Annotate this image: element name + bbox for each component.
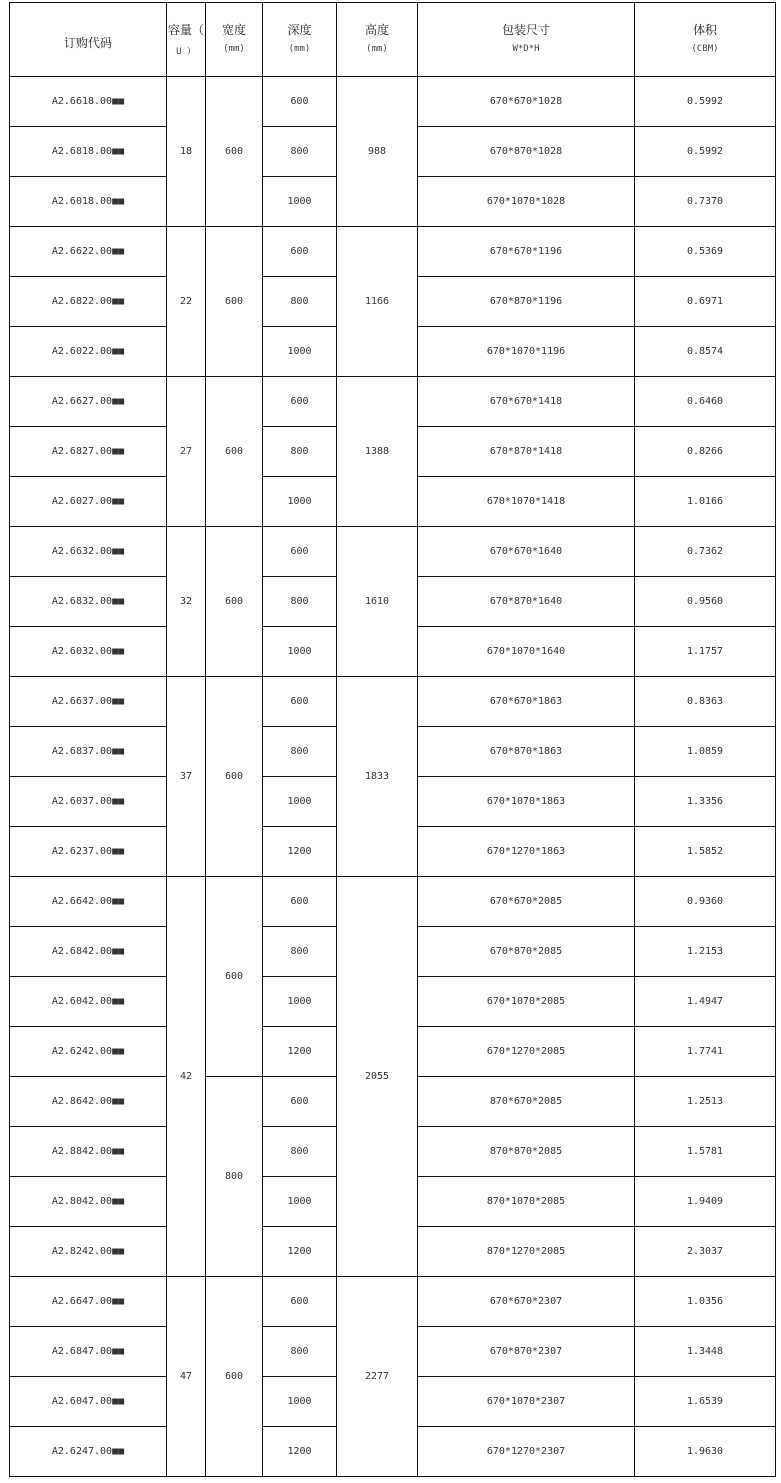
order-code-cell: A2.6822.00■■	[10, 277, 167, 327]
order-code-cell: A2.6647.00■■	[10, 1277, 167, 1327]
header-height-label: 高度	[364, 23, 389, 37]
header-height-unit: (mm)	[366, 44, 388, 54]
capacity-cell: 47	[167, 1277, 206, 1477]
depth-cell: 800	[263, 427, 337, 477]
order-code-cell: A2.6047.00■■	[10, 1377, 167, 1427]
package-size-cell: 670*870*1640	[418, 577, 635, 627]
height-cell: 1388	[337, 377, 418, 527]
package-size-cell: 670*1270*1863	[418, 827, 635, 877]
capacity-cell: 27	[167, 377, 206, 527]
depth-cell: 800	[263, 277, 337, 327]
package-size-cell: 670*870*2307	[418, 1327, 635, 1377]
height-cell: 2055	[337, 877, 418, 1277]
depth-cell: 1000	[263, 477, 337, 527]
depth-cell: 600	[263, 1277, 337, 1327]
header-volume-unit: (CBM)	[691, 44, 719, 54]
order-code-cell: A2.6042.00■■	[10, 977, 167, 1027]
table-row	[10, 77, 776, 127]
depth-cell: 1000	[263, 1377, 337, 1427]
volume-cell: 0.8363	[635, 677, 776, 727]
volume-cell: 0.9360	[635, 877, 776, 927]
volume-cell: 0.6460	[635, 377, 776, 427]
depth-cell: 1000	[263, 627, 337, 677]
order-code-cell: A2.6827.00■■	[10, 427, 167, 477]
table-row	[10, 527, 776, 577]
header-depth-unit: (mm)	[288, 44, 311, 54]
height-cell: 988	[337, 77, 418, 227]
depth-cell: 1200	[263, 827, 337, 877]
header-package-size-label: 包装尺寸	[501, 23, 550, 37]
volume-cell: 1.2153	[635, 927, 776, 977]
header-capacity-label: 容量（	[167, 23, 204, 37]
depth-cell: 800	[263, 1327, 337, 1377]
header-volume	[635, 3, 776, 77]
header-height	[337, 3, 418, 77]
package-size-cell: 670*1070*1418	[418, 477, 635, 527]
order-code-cell: A2.6032.00■■	[10, 627, 167, 677]
order-code-cell: A2.6247.00■■	[10, 1427, 167, 1477]
capacity-cell: 32	[167, 527, 206, 677]
width-cell: 600	[206, 227, 263, 377]
volume-cell: 0.6971	[635, 277, 776, 327]
order-code-cell: A2.8642.00■■	[10, 1077, 167, 1127]
package-size-cell: 670*670*2085	[418, 877, 635, 927]
order-code-cell: A2.6632.00■■	[10, 527, 167, 577]
depth-cell: 1000	[263, 777, 337, 827]
width-cell: 600	[206, 1277, 263, 1477]
order-code-cell: A2.6018.00■■	[10, 177, 167, 227]
order-code-cell: A2.6832.00■■	[10, 577, 167, 627]
volume-cell: 0.9560	[635, 577, 776, 627]
package-size-cell: 670*1270*2307	[418, 1427, 635, 1477]
header-row	[10, 3, 776, 77]
depth-cell: 1000	[263, 1177, 337, 1227]
package-size-cell: 670*670*2307	[418, 1277, 635, 1327]
package-size-cell: 670*1070*2307	[418, 1377, 635, 1427]
header-width-label: 宽度	[221, 23, 246, 37]
depth-cell: 1000	[263, 977, 337, 1027]
table-row	[10, 677, 776, 727]
table-row	[10, 877, 776, 927]
product-spec-table	[9, 2, 776, 1477]
height-cell: 2277	[337, 1277, 418, 1477]
package-size-cell: 670*670*1418	[418, 377, 635, 427]
package-size-cell: 670*870*1418	[418, 427, 635, 477]
depth-cell: 600	[263, 677, 337, 727]
volume-cell: 1.2513	[635, 1077, 776, 1127]
depth-cell: 600	[263, 1077, 337, 1127]
package-size-cell: 670*670*1028	[418, 77, 635, 127]
order-code-cell: A2.6618.00■■	[10, 77, 167, 127]
depth-cell: 600	[263, 227, 337, 277]
depth-cell: 600	[263, 77, 337, 127]
width-cell: 600	[206, 877, 263, 1077]
table-body	[10, 77, 776, 1477]
package-size-cell: 670*1070*1196	[418, 327, 635, 377]
capacity-cell: 18	[167, 77, 206, 227]
depth-cell: 800	[263, 577, 337, 627]
order-code-cell: A2.6642.00■■	[10, 877, 167, 927]
volume-cell: 0.5992	[635, 127, 776, 177]
order-code-cell: A2.8842.00■■	[10, 1127, 167, 1177]
package-size-cell: 670*670*1640	[418, 527, 635, 577]
width-cell: 600	[206, 527, 263, 677]
package-size-cell: 870*1270*2085	[418, 1227, 635, 1277]
order-code-cell: A2.6242.00■■	[10, 1027, 167, 1077]
height-cell: 1166	[337, 227, 418, 377]
package-size-cell: 670*1070*1863	[418, 777, 635, 827]
header-capacity	[167, 3, 206, 77]
width-cell: 800	[206, 1077, 263, 1277]
package-size-cell: 670*870*1028	[418, 127, 635, 177]
depth-cell: 1000	[263, 327, 337, 377]
header-depth	[263, 3, 337, 77]
volume-cell: 0.5992	[635, 77, 776, 127]
volume-cell: 1.6539	[635, 1377, 776, 1427]
height-cell: 1833	[337, 677, 418, 877]
volume-cell: 0.7362	[635, 527, 776, 577]
order-code-cell: A2.6847.00■■	[10, 1327, 167, 1377]
order-code-cell: A2.6237.00■■	[10, 827, 167, 877]
package-size-cell: 870*1070*2085	[418, 1177, 635, 1227]
package-size-cell: 670*870*1196	[418, 277, 635, 327]
header-depth-label: 深度	[287, 23, 312, 37]
depth-cell: 800	[263, 1127, 337, 1177]
capacity-cell: 22	[167, 227, 206, 377]
volume-cell: 1.0166	[635, 477, 776, 527]
order-code-cell: A2.6037.00■■	[10, 777, 167, 827]
depth-cell: 800	[263, 127, 337, 177]
header-package-size-unit: W*D*H	[512, 44, 540, 54]
height-cell: 1610	[337, 527, 418, 677]
package-size-cell: 670*870*1863	[418, 727, 635, 777]
volume-cell: 1.3356	[635, 777, 776, 827]
order-code-cell: A2.6622.00■■	[10, 227, 167, 277]
volume-cell: 0.8574	[635, 327, 776, 377]
package-size-cell: 670*870*2085	[418, 927, 635, 977]
volume-cell: 1.0859	[635, 727, 776, 777]
order-code-cell: A2.8042.00■■	[10, 1177, 167, 1227]
depth-cell: 1200	[263, 1027, 337, 1077]
volume-cell: 2.3037	[635, 1227, 776, 1277]
volume-cell: 0.5369	[635, 227, 776, 277]
header-order-code	[10, 3, 167, 77]
package-size-cell: 670*670*1196	[418, 227, 635, 277]
package-size-cell: 670*1070*2085	[418, 977, 635, 1027]
depth-cell: 800	[263, 727, 337, 777]
header-order-code-label: 订购代码	[63, 36, 112, 50]
volume-cell: 1.7741	[635, 1027, 776, 1077]
order-code-cell: A2.6837.00■■	[10, 727, 167, 777]
width-cell: 600	[206, 77, 263, 227]
depth-cell: 1200	[263, 1427, 337, 1477]
depth-cell: 600	[263, 377, 337, 427]
table-row	[10, 1277, 776, 1327]
volume-cell: 1.5852	[635, 827, 776, 877]
volume-cell: 1.5781	[635, 1127, 776, 1177]
depth-cell: 1000	[263, 177, 337, 227]
volume-cell: 1.3448	[635, 1327, 776, 1377]
order-code-cell: A2.6637.00■■	[10, 677, 167, 727]
order-code-cell: A2.6818.00■■	[10, 127, 167, 177]
package-size-cell: 670*1270*2085	[418, 1027, 635, 1077]
depth-cell: 800	[263, 927, 337, 977]
volume-cell: 0.7370	[635, 177, 776, 227]
header-width	[206, 3, 263, 77]
table-row	[10, 227, 776, 277]
capacity-cell: 42	[167, 877, 206, 1277]
volume-cell: 0.8266	[635, 427, 776, 477]
header-package-size	[418, 3, 635, 77]
header-volume-label: 体积	[692, 23, 717, 37]
header-width-unit: (mm)	[223, 44, 245, 54]
width-cell: 600	[206, 677, 263, 877]
order-code-cell: A2.8242.00■■	[10, 1227, 167, 1277]
order-code-cell: A2.6022.00■■	[10, 327, 167, 377]
header-capacity-unit: U ）	[176, 47, 196, 57]
volume-cell: 1.4947	[635, 977, 776, 1027]
package-size-cell: 870*870*2085	[418, 1127, 635, 1177]
order-code-cell: A2.6842.00■■	[10, 927, 167, 977]
package-size-cell: 670*670*1863	[418, 677, 635, 727]
capacity-cell: 37	[167, 677, 206, 877]
volume-cell: 1.9630	[635, 1427, 776, 1477]
package-size-cell: 670*1070*1640	[418, 627, 635, 677]
volume-cell: 1.0356	[635, 1277, 776, 1327]
order-code-cell: A2.6627.00■■	[10, 377, 167, 427]
order-code-cell: A2.6027.00■■	[10, 477, 167, 527]
width-cell: 600	[206, 377, 263, 527]
depth-cell: 1200	[263, 1227, 337, 1277]
package-size-cell: 870*670*2085	[418, 1077, 635, 1127]
depth-cell: 600	[263, 877, 337, 927]
depth-cell: 600	[263, 527, 337, 577]
volume-cell: 1.1757	[635, 627, 776, 677]
package-size-cell: 670*1070*1028	[418, 177, 635, 227]
table-row	[10, 377, 776, 427]
volume-cell: 1.9409	[635, 1177, 776, 1227]
